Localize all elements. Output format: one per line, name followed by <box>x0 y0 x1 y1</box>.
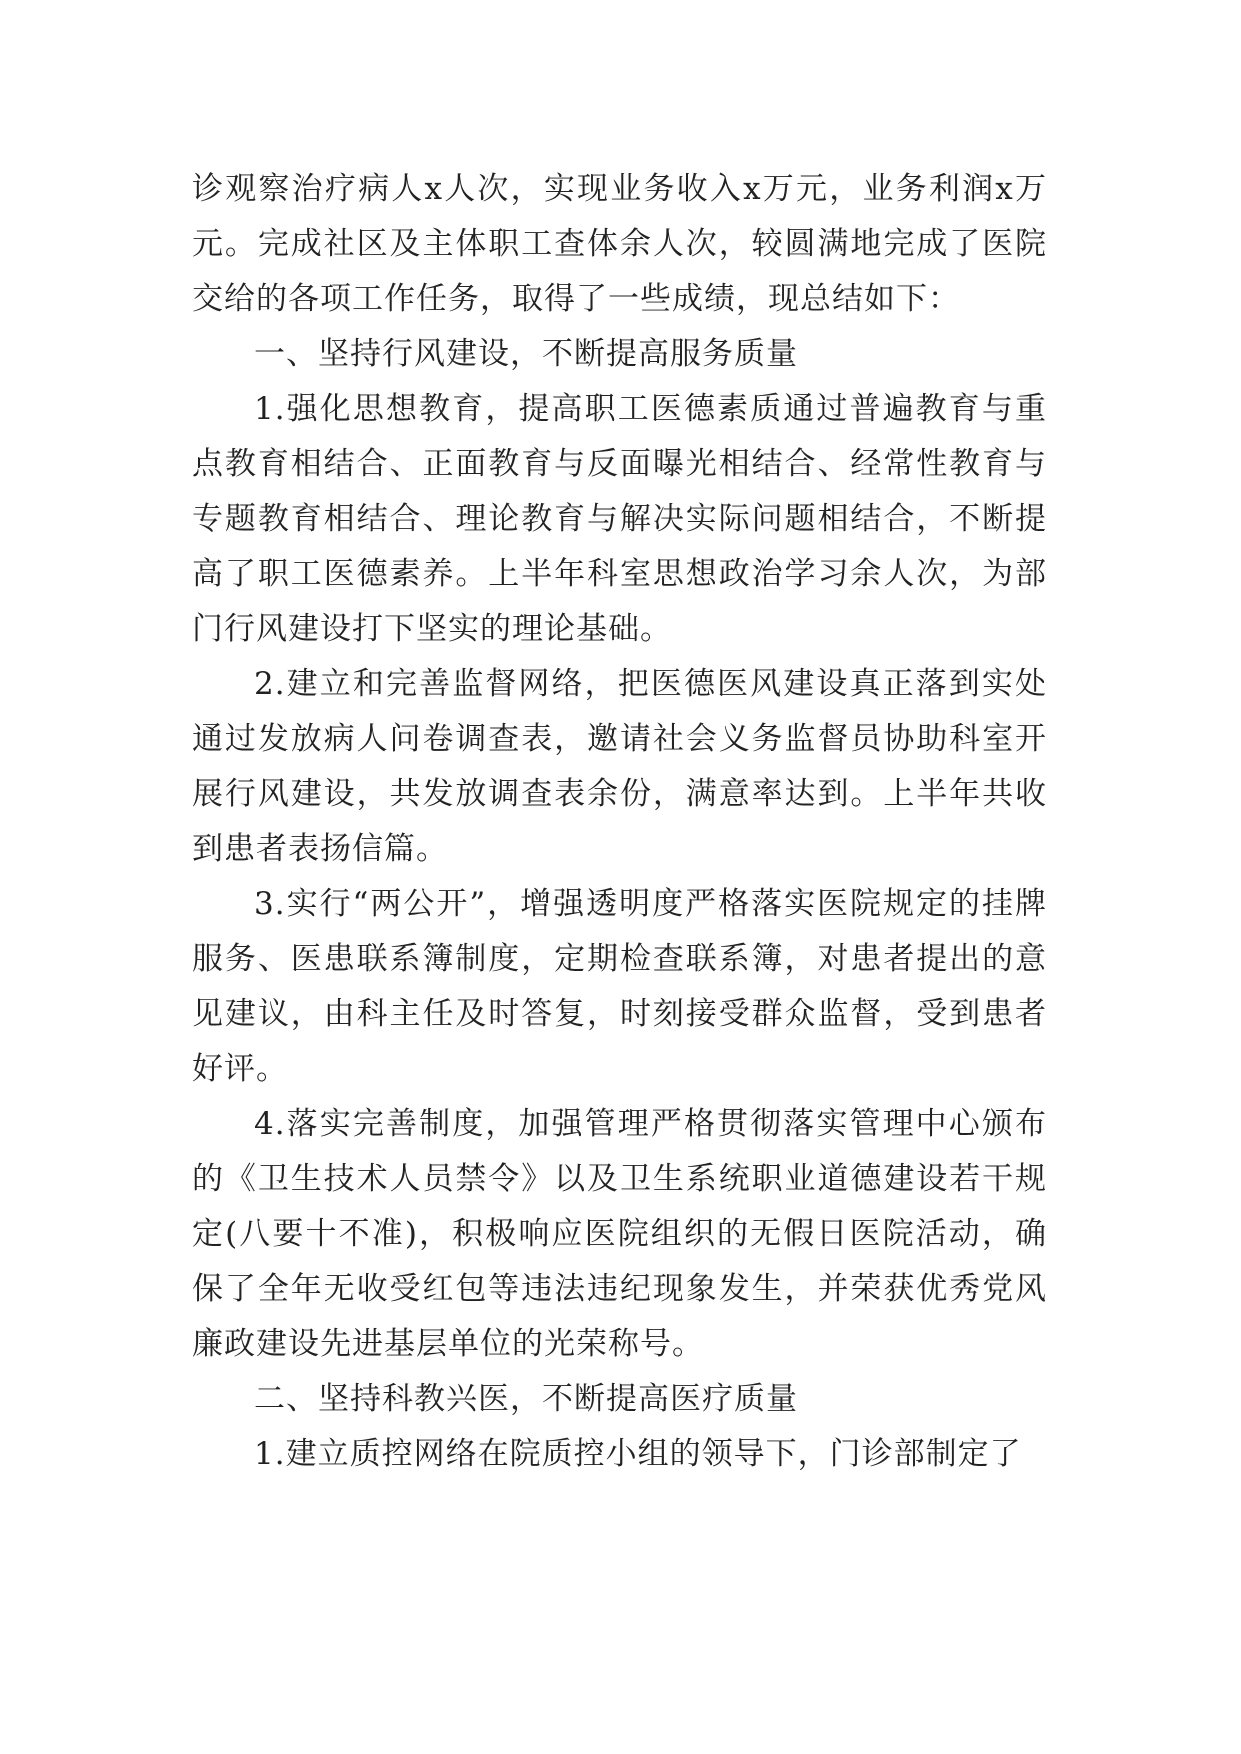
paragraph-item-1-3: 3.实行“两公开”，增强透明度严格落实医院规定的挂牌服务、医患联系簿制度，定期检查联系簿，对患者提出的意见建议，由科主任及时答复，时刻接受群众监督，受到患者好评。 <box>192 886 1047 1087</box>
section-heading-1: 一、坚持行风建设，不断提高服务质量 <box>254 336 798 372</box>
document-body <box>192 162 1047 1482</box>
paragraph-item-2-1: 1.建立质控网络在院质控小组的领导下，门诊部制定了 <box>254 1436 1022 1472</box>
section-heading-2: 二、坚持科教兴医，不断提高医疗质量 <box>254 1381 798 1417</box>
paragraph-item-1-1: 1.强化思想教育，提高职工医德素质通过普遍教育与重点教育相结合、正面教育与反面曝光相结合、经常性教育与专题教育相结合、理论教育与解决实际问题相结合，不断提高了职工医德素养。上半年科室思想政治学习余人次，为部门行风建设打下坚实的理论基础。 <box>192 391 1047 647</box>
paragraph-continuation: 诊观察治疗病人x人次，实现业务收入x万元，业务利润x万元。完成社区及主体职工查体余人次，较圆满地完成了医院交给的各项工作任务，取得了一些成绩，现总结如下： <box>192 171 1047 317</box>
paragraph-item-1-2: 2.建立和完善监督网络，把医德医风建设真正落到实处通过发放病人问卷调查表，邀请社会义务监督员协助科室开展行风建设，共发放调查表余份，满意率达到。上半年共收到患者表扬信篇。 <box>192 666 1047 867</box>
paragraph-item-1-4: 4.落实完善制度，加强管理严格贯彻落实管理中心颁布的《卫生技术人员禁令》以及卫生系统职业道德建设若干规定(八要十不准)，积极响应医院组织的无假日医院活动，确保了全年无收受红包等违法违纪现象发生，并荣获优秀党风廉政建设先进基层单位的光荣称号。 <box>192 1106 1047 1362</box>
